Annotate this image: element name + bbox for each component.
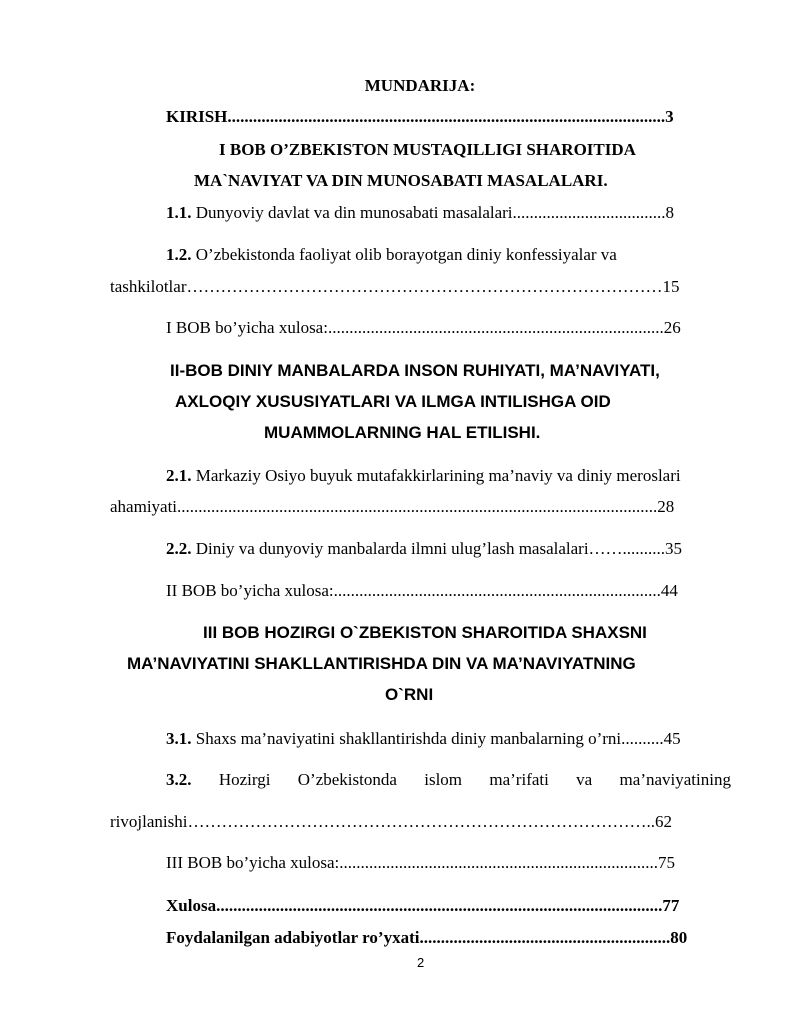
section-title: Markaziy Osiyo buyuk mutafakkirlarining ma’naviy va diniy meroslari (191, 466, 681, 485)
toc-section-1-1 (166, 203, 718, 223)
section-word: islom (424, 770, 463, 789)
chapter2-heading-line3: MUAMMOLARNING HAL ETILISHI. (264, 423, 541, 442)
toc-section-1-2-line1 (166, 245, 726, 265)
chapter1-heading-line2: MA`NAVIYAT VA DIN MUNOSABATI MASALALARI. (194, 171, 608, 190)
section-word: O’zbekistonda (297, 770, 397, 789)
section-number: 2.2. (166, 539, 192, 558)
toc-section-3-1 (166, 729, 726, 749)
chapter2-heading-line1: II-BOB DINIY MANBALARDA INSON RUHIYATI, MA’NAVIYATI, (170, 361, 660, 380)
toc-section-2-1-line1 (166, 466, 746, 486)
toc-section-3-2-line1 (166, 770, 731, 790)
section-word: ma’naviyatining (619, 770, 731, 789)
toc-section-2-1-line2: ahamiyati.................................................................................................................28 (110, 497, 675, 516)
page-number: 2 (417, 955, 425, 970)
toc-section-3-2-line2: rivojlanishi………………………………………………………………………..62 (110, 812, 672, 831)
toc-section-2-2 (166, 539, 726, 559)
chapter3-heading-line1: III BOB HOZIRGI O`ZBEKISTON SHAROITIDA SHAXSNI (203, 623, 647, 642)
section-word: ma’rifati (489, 770, 549, 789)
section-word: Hozirgi (218, 770, 271, 789)
chapter3-heading-line3: O`RNI (385, 685, 434, 704)
toc-chapter2-summary: II BOB bo’yicha xulosa:.............................................................................44 (166, 581, 678, 600)
chapter3-heading-line2: MA’NAVIYATINI SHAKLLANTIRISHDA DIN VA MA’NAVIYATNING (127, 654, 636, 673)
section-number: 3.2. (166, 770, 192, 789)
section-title: Diniy va dunyoviy manbalarda ilmni ulug’lash masalalari……..........35 (191, 539, 683, 558)
section-title: Dunyoviy davlat va din munosabati masalalari....................................8 (191, 203, 675, 222)
toc-references: Foydalanilgan adabiyotlar ro’yxati...........................................................80 (166, 928, 688, 947)
toc-chapter3-summary: III BOB bo’yicha xulosa:...........................................................................75 (166, 853, 676, 872)
section-word: va (576, 770, 593, 789)
section-title: Shaxs ma’naviyatini shakllantirishda diniy manbalarning o’rni..........45 (191, 729, 681, 748)
section-number: 1.1. (166, 203, 192, 222)
section-number: 3.1. (166, 729, 192, 748)
page-title: MUNDARIJA: (364, 76, 476, 95)
section-title: O’zbekistonda faoliyat olib borayotgan diniy konfessiyalar va (191, 245, 617, 264)
toc-kirish: KIRISH.......................................................................................................3 (166, 107, 674, 126)
toc-section-1-2-line2: tashkilotlar…………………………………………………………………………15 (110, 277, 680, 296)
chapter1-heading-line1: I BOB O’ZBEKISTON MUSTAQILLIGI SHAROITIDA (219, 140, 636, 159)
toc-xulosa: Xulosa.........................................................................................................77 (166, 896, 680, 915)
toc-chapter1-summary: I BOB bo’yicha xulosa:...............................................................................26 (166, 318, 681, 337)
section-number: 2.1. (166, 466, 192, 485)
chapter2-heading-line2: AXLOQIY XUSUSIYATLARI VA ILMGA INTILISHGA OID (175, 392, 611, 411)
section-number: 1.2. (166, 245, 192, 264)
